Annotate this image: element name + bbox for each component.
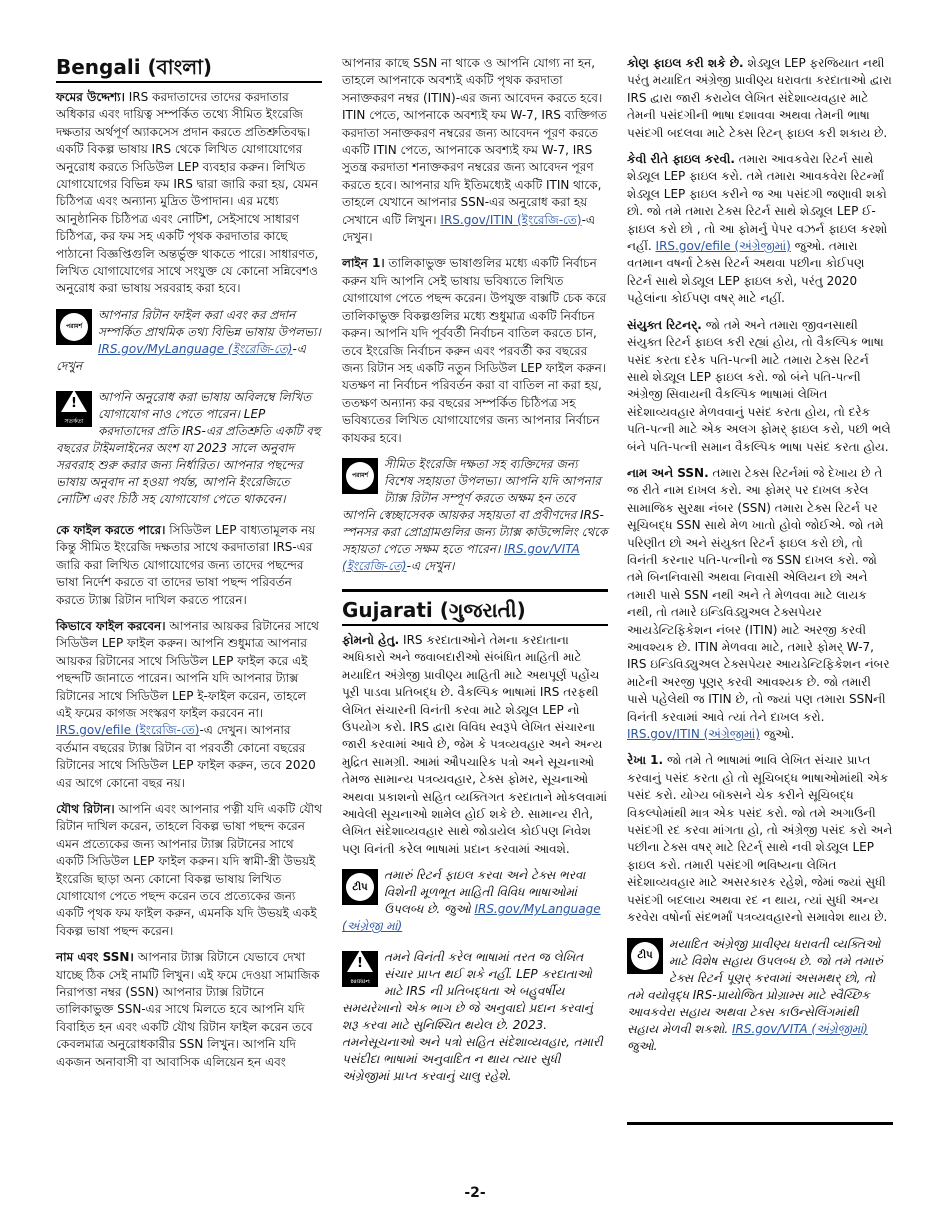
- bengali-name-ssn: নাম এবং SSN। আপনার ট্যাক্স রিটানে যেভাবে দেখা যাচ্ছে ঠিক সেই নামটি লিখুন। এই ফমে দেওয়া সামাজিক নিরাপত্তা নম্বর (SSN) আপনার ট্যাক্স রিটানে তালিকাভুক্ত SSN-এর সাথে মিলতে হবে আপনি যদি বিবাহিত হন এবং একটি যৌথ রিটান ফাইল করেন তবে কেবলমাত্র অনুরোধকারীর SSN লিখুন। আপনি যদি একজন অনাবাসী বা আবাসিক এলিয়েন হন এবং: [56, 950, 320, 1069]
- bengali-purpose: ফমের উদ্দেশ্য। IRS করদাতাদের তাদের করদাতার অধিকার এবং দায়িত্ব সম্পর্কিত তথ্যে সীমিত ইংরেজি দক্ষতার অর্থপূর্ণ অ্যাকসেস প্রদান করতে প্রতিশ্রুতিবদ্ধ। একটি বিকল্প ভাষায় IRS থেকে লিখিত যোগাযোগের অনুরোধ করতে সিডিউল LEP ব্যবহার করুন। লিখিত যোগাযোগের বিভিন্ন ফম IRS দ্বারা জারি করা হয়, যেমন চিঠিপত্র এবং অন্যান্য মুদ্রিত উপাদান। এর মধ্যে আনুষ্ঠানিক চিঠিপত্র এবং নোটিশ, সেইসাথে সাধারণ চিঠিপত্র, কর ফম সহ একটি পৃথক করদাতার কাছে পাঠানো বিজ্ঞপ্তিগুলি অন্তর্ভুক্ত থাকতে পারে। সাধারণত, লিখিত যোগাযোগের সাথে সংযুক্ত যে কোনো সন্নিবেশও অনুরোধ করা ভাষায় সরবরাহ করা হবে।: [56, 90, 319, 296]
- gujarati-vita-callout: ટીપ મયાદિત અંગ્રેજી પ્રાવીણ્ય ધરાવતી વ્યક્તિઓ માટે વિશેષ સહાય ઉપલબ્ધ છે. જો તમે તમારું ટેક્સ રિટર્ન પૂણર્ કરવામાં અસમથર્ છો, તો તમે વયોવૃદ્ધ IRS-પ્રાયોજિત પ્રોગ્રામ્સ માટે સ્વૈચ્છિક આવકવેરા સહાય અથવા ટેક્સ કાઉન્સેલિંગમાંથી સહાય મેળવી શકશો. IRS.gov/VITA (અંગ્રેજીમાં) જુઓ.: [627, 936, 883, 1053]
- bengali-heading: Bengali (বাংলা): [56, 55, 322, 83]
- column-1: [56, 55, 322, 1080]
- bengali-vita-callout: পরামর্শ সীমিত ইংরেজি দক্ষতা সহ ব্যক্তিদের জন্য বিশেষ সহায়তা উপলভ্য। আপনি যদি আপনার ট্যাক্স রিটান সম্পূর্ণ করতে অক্ষম হন তবে আপনি স্বেচ্ছাসেবক আয়কর সহায়তা বা প্রবীণদের IRS-স্পনসর করা প্রোগ্রামগুলির জন্য ট্যাক্স কাউন্সেলিং থেকে সহায়তা পেতে সক্ষম হতে পারেন। IRS.gov/VITA (ইংরেজি-তে)-এ দেখুন।: [342, 456, 608, 573]
- tip-icon: ટીપ: [627, 938, 663, 974]
- end-rule: [627, 1122, 893, 1125]
- bengali-line-1: লাইন 1। তালিকাভুক্ত ভাষাগুলির মধ্যে একটি নির্বাচন করুন যদি আপনি সেই ভাষায় ভবিষ্যতে লিখিত যোগাযোগ পেতে পছন্দ করেন। উপযুক্ত বাক্সটি চেক করে তালিকাভুক্ত বিকল্পগুলির মধ্যে শুধুমাত্র একটি নির্বাচন করুন। আপনি যদি পূর্ববর্তী নির্বাচন বাতিল করতে চান, তবে ইংরেজি নির্বাচন করুন এবং পরবর্তী কর বছরের জন্য রিটান সহ একটি নতুন সিডিউল LEP ফাইল করুন। যতক্ষণ না নির্বাচন পরিবর্তন করা বা বাতিল না করা হয়, ততক্ষণ অন্যান্য কর বছরের সম্পর্কিত চিঠিপত্র সহ ভবিষ্যতের লিখিত যোগাযোগের জন্য আপনার নির্বাচন কাযকর হবে।: [342, 256, 607, 445]
- bengali-who-can-file: কে ফাইল করতে পারে। সিডিউল LEP বাধ্যতামূলক নয় কিন্তু সীমিত ইংরেজি দক্ষতার সাথে করদাতারা IRS-এর জারি করা লিখিত যোগাযোগের জন্য তাদের পছন্দের ভাষা নির্দেশ করতে বা তাদের ভাষা পছন্দ পরিবর্তন করতে ট্যাক্স রিটান দাখিল করতে পারেন।: [56, 522, 316, 607]
- bengali-how-to-file: কিভাবে ফাইল করবেন। আপনার আয়কর রিটানের সাথে সিডিউল LEP ফাইল করুন। আপনি শুধুমাত্র আপনার আয়কর রিটানের সাথে সিডিউল LEP ফাইল করে এই পছন্দটি জানাতে পারেন। আপনি যদি আপনার ট্যাক্স রিটানের সাথে সিডিউল LEP ই-ফাইল করেন, তাহলে এই ফমের কাগজ সংস্করণ ফাইল করবেন না। IRS.gov/efile (ইংরেজি-তে)-এ দেখুন। আপনার বর্তমান বছরের ট্যাক্স রিটান বা পরবর্তী কোনো বছরের রিটানের সাথে সিডিউল LEP ফাইল করুন, তবে 2020 এর আগে কোনো বছর নয়।: [56, 618, 319, 790]
- efile-link[interactable]: IRS.gov/efile (ইংরেজি-তে): [56, 723, 200, 738]
- bengali-ssn-continued: আপনার কাছে SSN না থাকে ও আপনি যোগ্য না হন, তাহলে আপনাকে অবশ্যই একটি পৃথক করদাতা সনাক্তকরণ নম্বর (ITIN)-এর জন্য আবেদন করতে হবে। ITIN পেতে, আপনাকে অবশ্যই ফম W-7, IRS ব্যক্তিগত করদাতা সনাক্তকরণ নম্বরের জন্য আবেদন পূরণ করতে একটি ITIN পেতে, আপনাকে অবশ্যই ফম W-7, IRS সুতন্ত্র করদাতা শনাক্তকরণ নম্বরের জন্য আবেদন পূরণ করতে হবে। আপনার যদি ইতিমধ্যেই একটি ITIN থাকে, তাহলে যেখানে আপনার SSN-এর অনুরোধ করা হয় সেখানে এটি লিখুন। IRS.gov/ITIN (ইংরেজি-তে)-এ দেখুন।: [342, 56, 607, 245]
- gujarati-joint-return: સંયુક્ત રિટનર્. જો તમે અને તમારા જીવનસાથી સંયુક્ત રિટર્ન ફાઇલ કરી રહ્યાં હોય, તો વૈકલ્પિક ભાષા પસંદ કરતા દરેક પતિ-પત્ની માટે તમારા ટેક્સ રિટર્ન સાથે શેડ્યૂલ LEP ફાઇલ કરો. જો બંને પતિ-પત્ની અંગ્રેજી સિવાયની વૈકલ્પિક ભાષામાં લેખિત સંદેશાવ્યવહાર મેળવવાનું પસંદ કરતા હોય, તો દરેક પતિ-પત્ની માટે એક અલગ ફોમર્ ફાઇલ કરો, પછી ભલે બંને પતિ-પત્ની સમાન વૈકલ્પિક ભાષા પસંદ કરતા હોય.: [627, 317, 891, 454]
- gujarati-heading: Gujarati (ગુજરાતી): [342, 589, 608, 626]
- tip-icon: ટીપ: [342, 869, 378, 905]
- caution-icon: ! સાવધાન: [342, 951, 378, 987]
- itin-link[interactable]: IRS.gov/ITIN (ইংরেজি-তে): [440, 212, 582, 227]
- bengali-tip-callout: পরামর্শ আপনার রিটান ফাইল করা এবং কর প্রদান সম্পর্কিত প্রাথমিক তথ্য বিভিন্ন ভাষায় উপলভ্য। IRS.gov/MyLanguage (ইংরেজি-তে)-এ দেখুন: [56, 307, 321, 373]
- itin-link[interactable]: IRS.gov/ITIN (અંગ્રેજીમાં): [627, 727, 761, 742]
- gujarati-line-1: રેખા 1. જો તમે તે ભાષામાં ભાવિ લેખિત સંચાર પ્રાપ્ત કરવાનું પસંદ કરતા હો તો સૂચિબદ્ધ ભાષાઓમાંથી એક પસંદ કરો. યોગ્ય બૉક્સને ચેક કરીને સૂચિબદ્ધ વિકલ્પોમાંથી માત્ર એક પસંદ કરો. જો તમે અગાઉની પસંદગી રદ કરવા માંગતા હો, તો અંગ્રેજી પસંદ કરો અને પછીના ટેક્સ વષર્ માટે રિટર્ન્ સાથે નવી શેડ્યૂલ LEP ફાઇલ કરો. તમારી પસંદગી ભવિષ્યના લેખિત સંદેશાવ્યવહાર માટે અસરકારક રહેશે, જેમાં જ્યાં સુધી પસંદગી બદલાય અથવા રદ ન થાય, ત્યાં સુધી અન્ય કરવેરા વષોર્ના સંદભર્માં પત્રવ્યવહારનો સમાવેશ થાય છે.: [627, 753, 893, 925]
- vita-link[interactable]: IRS.gov/VITA (ইংরেজি-তে): [342, 541, 580, 573]
- column-2: [342, 55, 608, 1099]
- gujarati-caution-callout: ! સાવધાન તમને વિનંતી કરેલ ભાષામાં તરત જ લેખિત સંચાર પ્રાપ્ત થઈ શકે નહીં. LEP કરદાતાઓ માટે IRS ની પ્રતિબદ્ધતા એ બહુવર્ષીય સમયરેખાનો એક ભાગ છે જે અનુવાદો પ્રદાન કરવાનું શરૂ કરવા માટે સુનિશ્ચિત થયેલ છે. 2023. તમનેસૂચનાઓ અને પત્રો સહિત સંદેશાવ્યવહાર, તમારી પસંદીદા ભાષામાં અનુવાદિત ન થાય ત્યાર સુધી અંગ્રેજીમાં પ્રાપ્ત કરવાનું ચાલુ રહેશે.: [342, 950, 603, 1084]
- efile-link[interactable]: IRS.gov/efile (અંગ્રેજીમાં): [655, 239, 791, 254]
- gujarati-how-to-file: કેવી રીતે ફાઇલ કરવી. તમારા આવકવેરા રિટર્ન સાથે શેડ્યૂલ LEP ફાઇલ કરો. તમે તમારા આવકવેરા રિટર્ન્માં શેડ્યૂલ LEP ફાઇલ કરીને જ આ પસંદગી જણાવી શકો છો. જો તમે તમારા ટેક્સ રિટર્ન સાથે શેડ્યૂલ LEP ઈ-ફાઇલ કરો છો , તો આ ફોમર્નુ પેપર વઝર્ન ફાઇલ કરશો નહીં. IRS.gov/efile (અંગ્રેજીમાં) જુઓ. તમારા વતમાન વષર્ના ટેક્સ રિટર્ન અથવા પછીના કોઈપણ રિટર્ન સાથે શેડ્યૂલ LEP ફાઇલ કરો, પરંતુ 2020 પહેલાંના કોઈપણ વષર્ માટે નહીં.: [627, 152, 888, 306]
- caution-icon: ! সতর্কতা: [56, 391, 92, 427]
- bengali-joint-return: যৌথ রিটান। আপনি এবং আপনার পত্নী যদি একটি যৌথ রিটান দাখিল করেন, তাহলে বিকল্প ভাষা পছন্দ করেন এমন প্রত্যেকের জন্য আপনার ট্যাক্স রিটানের সাথে একটি সিডিউল LEP ফাইল করুন। যদি স্বামী-স্ত্রী উভয়ই ইংরেজি ছাড়া অন্য কোনো বিকল্প ভাষায় লিখিত যোগাযোগ পেতে পছন্দ করেন তবে প্রত্যেকের জন্য একটি পৃথক ফম ফাইল করুন, এমনকি যদি উভয়ই একই বিকল্প ভাষা পছন্দ করেন।: [56, 801, 322, 938]
- vita-link[interactable]: IRS.gov/VITA (અંગ્રેજીમાં): [732, 1021, 868, 1036]
- tip-icon: পরামর্শ: [342, 458, 378, 494]
- column-3: [627, 55, 893, 1069]
- gujarati-who-can-file: કોણ ફાઇલ કરી શકે છે. શેડ્યૂલ LEP ફરજિયાત નથી પરંતુ મયાદિત અંગ્રેજી પ્રાવીણ્ય ધરાવતા કરદાતાઓ દ્વારા IRS દ્વારા જારી કરાયેલ લેખિત સંદેશાવ્યવહાર માટે તેમની પસંદગીની ભાષા દશાવવા અથવા તેમની ભાષા પસંદગી બદલવા માટે ટેક્સ રિટન્ ફાઇલ કરી શકાય છે.: [627, 56, 892, 140]
- bengali-caution-callout: ! সতর্কতা আপনি অনুরোধ করা ভাষায় অবিলম্বে লিখিত যোগাযোগ নাও পেতে পারেন। LEP করদাতাদের প্রতি IRS-এর প্রতিশ্রুতি একটি বহু বছরের টাইমলাইনের অংশ যা 2023 সালে অনুবাদ সরবরাহ শুরু করার জন্য নির্ধারিত। আপনার পছন্দের ভাষায় অনুবাদ না হওয়া পর্যন্ত, আপনি ইংরেজিতে নোটিশ এবং চিঠি সহ যোগাযোগ পেতে থাকবেন।: [56, 389, 321, 506]
- page-number: -2-: [464, 1185, 486, 1201]
- gujarati-tip-callout: ટીપ તમારું રિટર્ન ફાઇલ કરવા અને ટેક્સ ભરવા વિશેની મૂળભૂત માહિતી વિવિધ ભાષાઓમાં ઉપલબ્ધ છે. જુઓ IRS.gov/MyLanguage (અંગ્રેજી માં): [342, 868, 601, 934]
- gujarati-purpose: ફોમનો હેતુ. IRS કરદાતાઓને તેમના કરદાતાના અધિકારો અને જવાબદારીઓ સંબંધિત માહિતી માટે મયાદિત અંગ્રેજી પ્રાવીણ્ય માહિતી માટે અથપૂર્ણ પહોંચ પૂરી પાડવા પ્રતિબદ્ધ છે. વૈકલ્પિક ભાષામાં IRS તરફથી લેખિત સંચારની વિનંતી કરવા માટે શેડ્યૂલ LEP નો ઉપયોગ કરો. IRS દ્વારા વિવિધ સ્વરૂપે લેખિત સંચારના જારી કરવામાં આવે છે, જેમ કે પત્રવ્યવહાર અને અન્ય મુદ્રિત સામગ્રી. આમાં ઔપચારિક પત્રો અને સૂચનાઓ તેમજ સામાન્ય પત્રવ્યવહાર, ટેક્સ ફોમર, સૂચનાઓ અથવા પ્રકાશનો સહિત વ્યક્તિગત કરદાતાને મોકલવામાં આવેલી સૂચનાઓ શામેલ હોઈ શકે છે. સામાન્ય રીતે, લેખિત સંદેશાવ્યવહાર સાથે જોડાયેલ કોઈપણ નિવેશ પણ વિનંતી કરેલ ભાષામાં પ્રદાન કરવામાં આવશે.: [342, 632, 608, 856]
- tip-icon: পরামর্শ: [56, 309, 92, 345]
- mylanguage-link[interactable]: IRS.gov/MyLanguage (અંગ્રેજી માં): [342, 902, 601, 934]
- gujarati-name-ssn: નામ અને SSN. તમારા ટેક્સ રિટર્નમાં જે દેખાય છે તે જ રીતે નામ દાખલ કરો. આ ફોમર્ પર દાખલ કરેલ સામાજિક સુરક્ષા નંબર (SSN) તમારા ટેક્સ રિટર્ન પર સૂચિબદ્ધ SSN સાથે મેળ ખાતો હોવો જોઈએ. જો તમે પરિણીત છો અને સંયુક્ત રિટર્ન ફાઇલ કરો છો, તો વિનંતી કરનાર પતિ-પત્નીનો જ SSN દાખલ કરો. જો તમે બિનનિવાસી અથવા નિવાસી એલિયન છો અને તમારી પાસે SSN નથી અને તે મેળવવા માટે લાયક નથી, તો તમારે ઇન્ડિવિડ્યુઅલ ટેક્સપેયર આયડેન્ટિફિકેશન નંબર (ITIN) માટે અરજી કરવી આવશ્યક છે. ITIN મેળવવા માટે, તમારે ફોમર્ W-7, IRS ઇન્ડિવિડ્યુઅલ ટેક્સપેયર આયડેન્ટિફિકેશન નંબર માટેની અરજી પૂણર્ કરવી આવશ્યક છે. જો તમારી પાસે પહેલેથી જ ITIN છે, તો જ્યાં પણ તમારા SSNની વિનંતી કરવામાં આવે ત્યાં તેને દાખલ કરો. IRS.gov/ITIN (અંગ્રેજીમાં) જુઓ.: [627, 465, 890, 742]
- mylanguage-link[interactable]: IRS.gov/MyLanguage (ইংরেজি-তে): [98, 341, 293, 356]
